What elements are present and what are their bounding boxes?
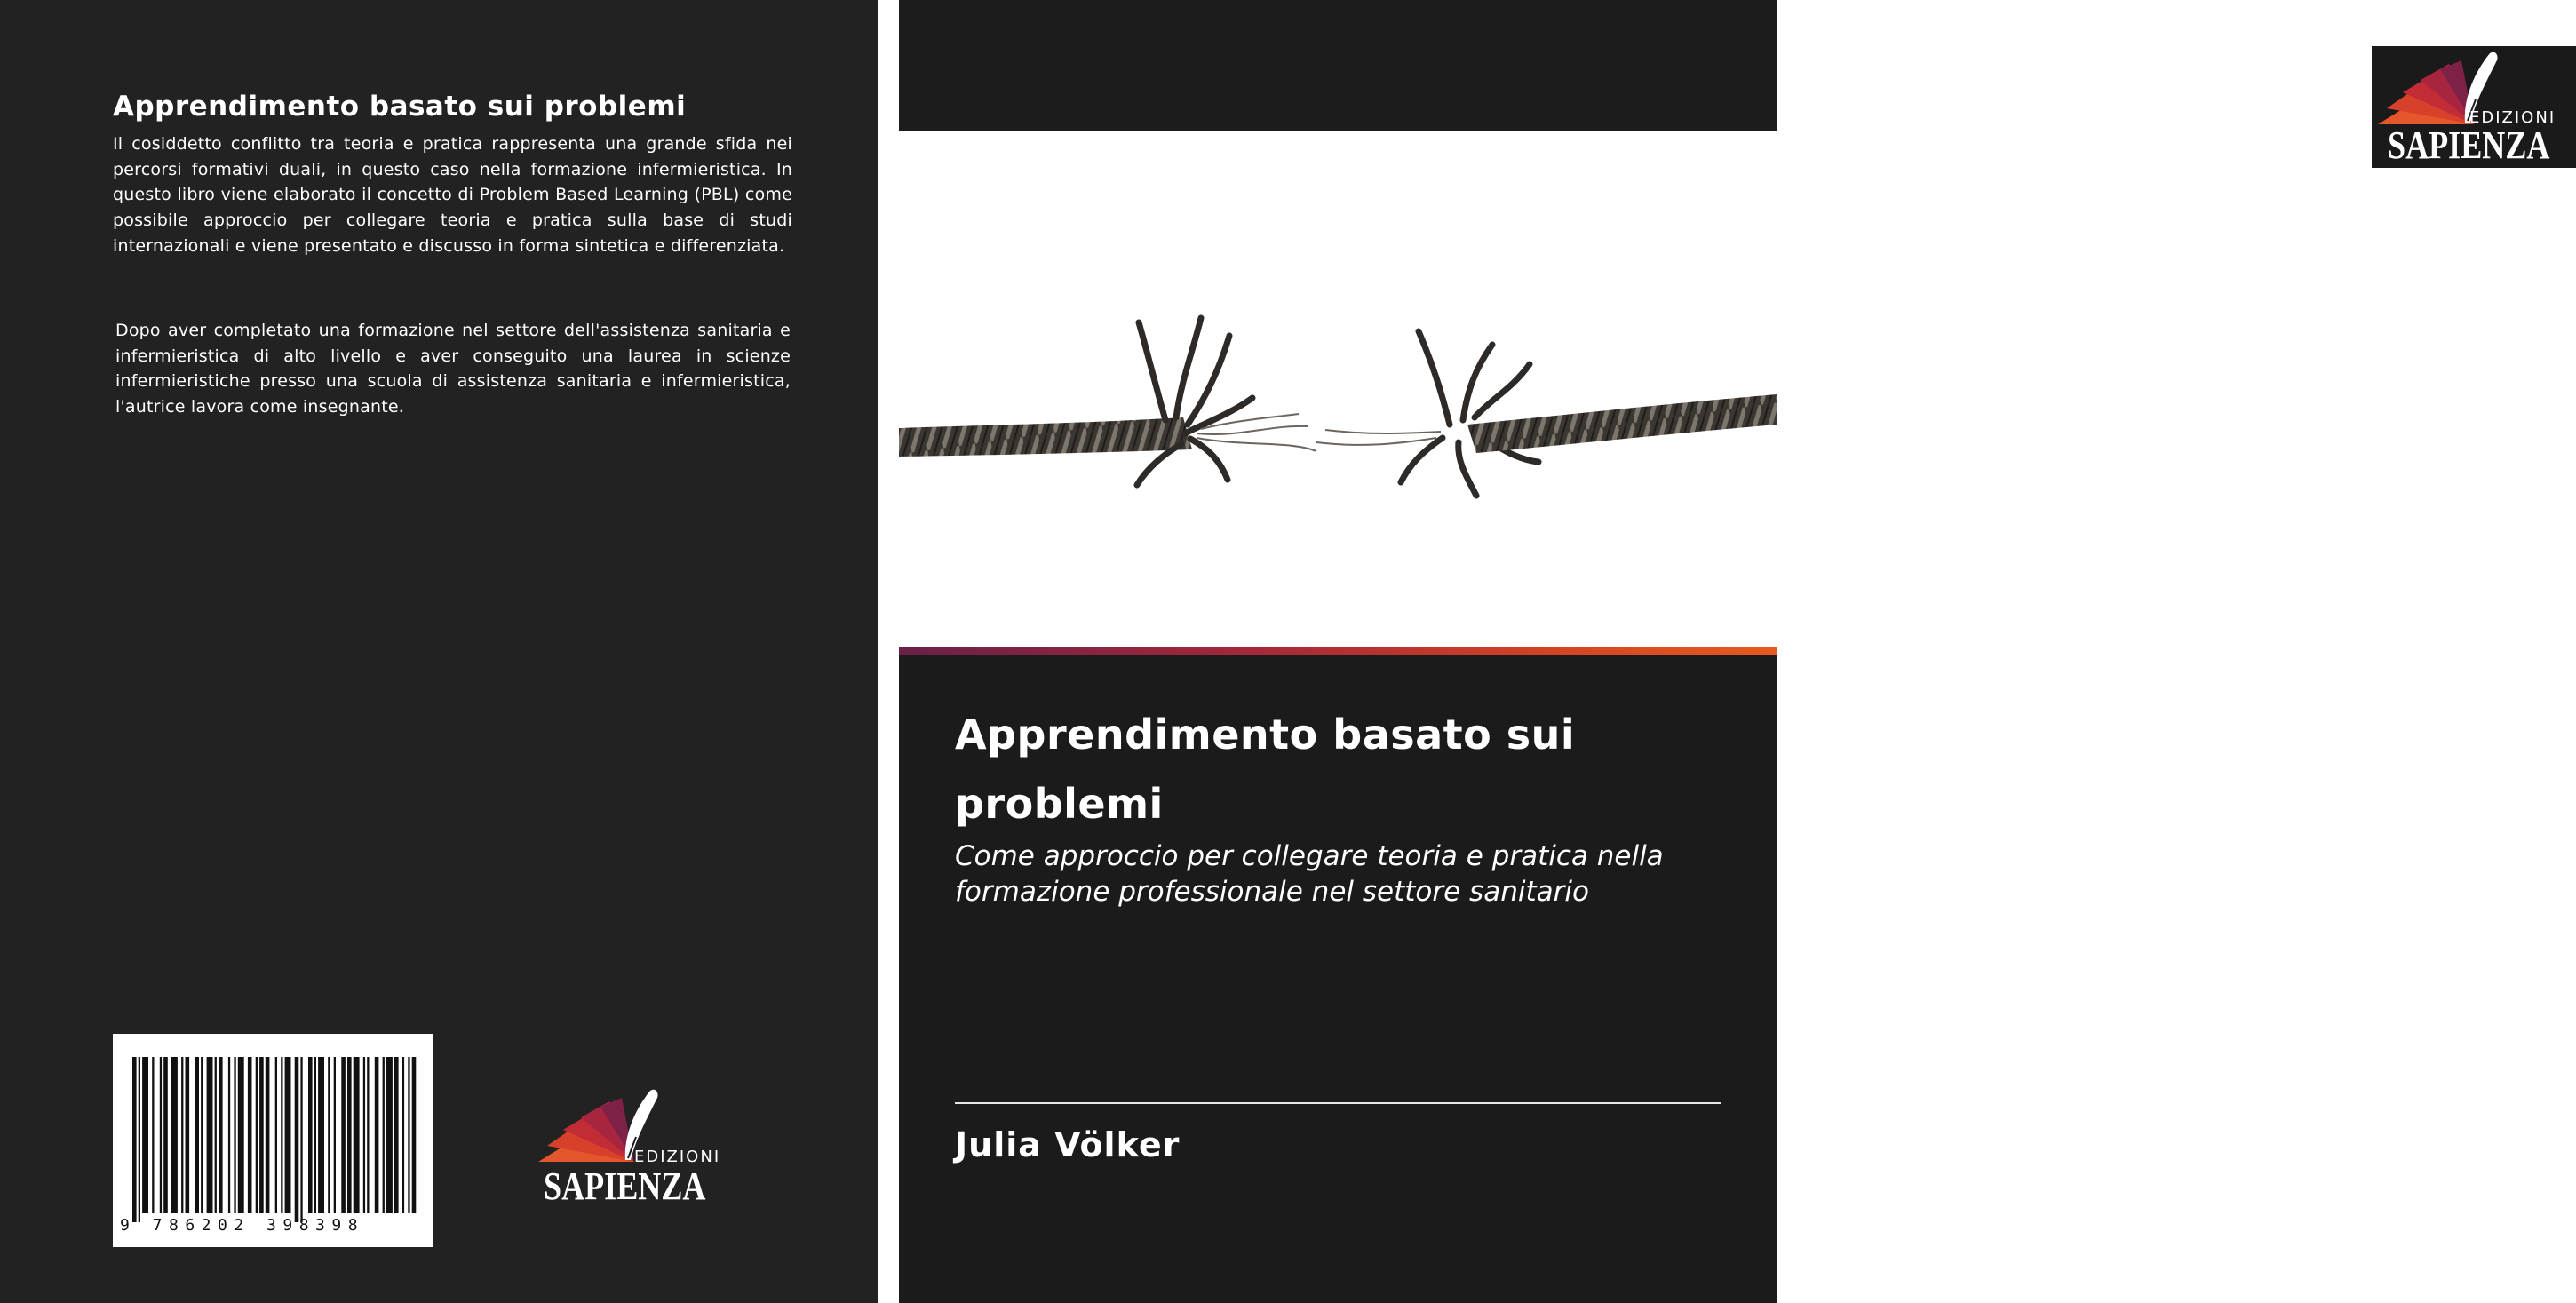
publisher-name: SAPIENZA: [2388, 123, 2550, 167]
cover-photo: [899, 131, 1777, 647]
book-subtitle: Come approccio per collegare teoria e pratica nella formazione professionale nel settore sanitario: [955, 840, 1664, 908]
front-title-panel: [899, 655, 1777, 1303]
spine-gap: [878, 0, 899, 1303]
front-top-band: [899, 0, 1777, 131]
back-cover: [0, 0, 878, 1303]
divider-line: [955, 1102, 1721, 1104]
publisher-edizioni-label: EDIZIONI: [2469, 108, 2556, 127]
isbn-barcode: [113, 1034, 433, 1247]
accent-gradient-bar: [899, 647, 1777, 655]
publisher-edizioni-label: EDIZIONI: [634, 1148, 721, 1166]
front-cover: [899, 0, 2556, 1303]
book-description: Il cosiddetto conflitto tra teoria e pratica rappresenta una grande sfida nei percorsi formativi duali, in questo caso nella formazione infermieristica. In questo libro viene elaborato il concetto di Problem Based Learning (PBL) come possibile approccio per collegare teoria e pratica sulla base di studi internazionali e viene presentato e discusso in forma sintetica e differenziata.: [113, 134, 792, 256]
barcode-bars-icon: [113, 1034, 433, 1216]
publisher-name: SAPIENZA: [544, 1164, 706, 1208]
frayed-rope-icon: [899, 131, 1777, 647]
book-title: Apprendimento basato sui problemi: [955, 711, 1576, 828]
back-cover-title: Apprendimento basato sui problemi: [113, 91, 687, 123]
publisher-logo-front: [2372, 46, 2576, 168]
isbn-number: 9 786202 398398: [120, 1216, 365, 1235]
publisher-logo-back: [537, 1084, 732, 1208]
author-name: Julia Völker: [955, 1125, 1181, 1164]
author-biography: Dopo aver completato una formazione nel settore dell'assistenza sanitaria e infermieristica di alto livello e aver conseguito una laurea in scienze infermieristiche presso una scuola di assistenza sanitaria e infermieristica, l'autrice lavora come insegnante.: [115, 321, 791, 417]
